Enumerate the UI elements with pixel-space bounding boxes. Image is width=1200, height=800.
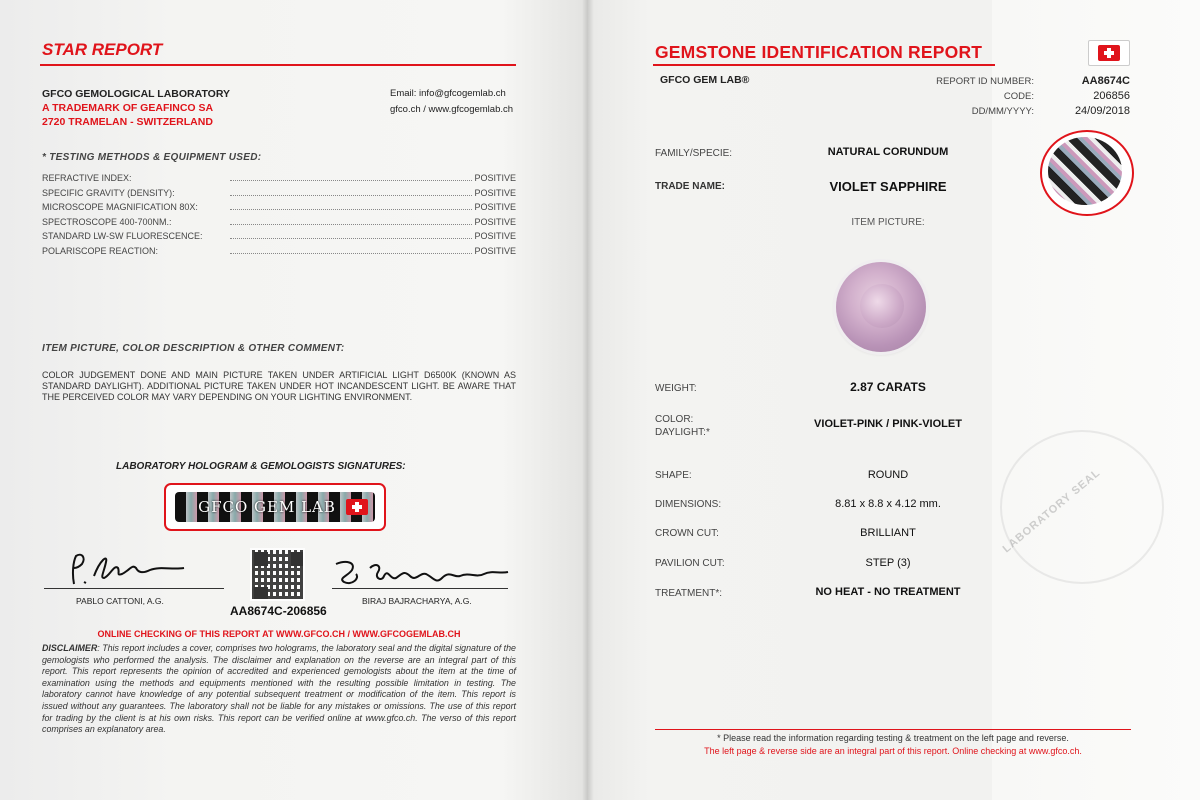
signature-line bbox=[44, 588, 224, 589]
test-label: SPECIFIC GRAVITY (DENSITY): bbox=[42, 188, 175, 198]
title-rule bbox=[40, 64, 516, 66]
test-row bbox=[42, 188, 516, 203]
test-label: REFRACTIVE INDEX: bbox=[42, 173, 132, 183]
report-code: AA8674C-206856 bbox=[230, 604, 327, 618]
signature-line bbox=[332, 588, 508, 589]
test-label: STANDARD LW-SW FLUORESCENCE: bbox=[42, 231, 203, 241]
hologram-sticker bbox=[164, 483, 386, 531]
signature-cattoni bbox=[60, 550, 195, 590]
family-value: NATURAL CORUNDUM bbox=[827, 146, 949, 158]
daylight-label: DAYLIGHT:* bbox=[655, 427, 710, 438]
star-report-title: STAR REPORT bbox=[42, 40, 163, 59]
book-spine bbox=[582, 0, 594, 800]
code-value: 206856 bbox=[1093, 90, 1130, 102]
test-row bbox=[42, 202, 516, 217]
hologram-label: GFCO GEM LAB bbox=[198, 498, 336, 516]
item-description: COLOR JUDGEMENT DONE AND MAIN PICTURE TAKEN UNDER ARTIFICIAL LIGHT D6500K (KNOWN AS STANDARD DAYLIGHT). ADDITIONAL PICTURE TAKEN UNDER HOT INCANDESCENT LIGHT. BE AWARE THAT THE PERCEIVED COLOR MAY VARY DEPENDING ON YOUR LIGHTING ENVIRONMENT. bbox=[42, 370, 516, 402]
treatment-label: TREATMENT*: bbox=[655, 588, 723, 599]
crown-value: BRILLIANT bbox=[860, 527, 916, 539]
dimensions-label: DIMENSIONS: bbox=[655, 499, 722, 510]
gemstone-table bbox=[860, 284, 904, 328]
test-row bbox=[42, 246, 516, 261]
lab-address: 2720 TRAMELAN - SWITZERLAND bbox=[42, 116, 213, 128]
code-label: CODE: bbox=[1003, 91, 1034, 102]
online-check-note: ONLINE CHECKING OF THIS REPORT AT WWW.GFCO.CH / WWW.GFCOGEMLAB.CH bbox=[97, 629, 461, 639]
footer-note: * Please read the information regarding testing & treatment on the left page and reverse. bbox=[717, 733, 1069, 743]
trade-value: VIOLET SAPPHIRE bbox=[829, 179, 947, 194]
security-seal-hologram bbox=[1040, 130, 1134, 216]
family-label: FAMILY/SPECIE: bbox=[655, 148, 733, 159]
disclaimer bbox=[42, 643, 516, 736]
seal-pattern bbox=[1048, 137, 1122, 205]
lab-short-name: GFCO GEM LAB® bbox=[660, 74, 750, 86]
date-label: DD/MM/YYYY: bbox=[971, 106, 1034, 117]
testing-heading: * TESTING METHODS & EQUIPMENT USED: bbox=[42, 152, 262, 163]
test-label: MICROSCOPE MAGNIFICATION 80X: bbox=[42, 202, 198, 212]
test-row bbox=[42, 231, 516, 246]
disclaimer-label: DISCLAIMER bbox=[42, 643, 98, 653]
test-row bbox=[42, 217, 516, 232]
color-label: COLOR: bbox=[655, 414, 694, 425]
report-id-label: REPORT ID NUMBER: bbox=[936, 76, 1034, 87]
test-value: POSITIVE bbox=[474, 231, 516, 241]
item-picture-label: ITEM PICTURE: bbox=[851, 217, 925, 228]
pavilion-label: PAVILION CUT: bbox=[655, 558, 725, 569]
trade-label: TRADE NAME: bbox=[655, 181, 725, 192]
dimensions-value: 8.81 x 8.8 x 4.12 mm. bbox=[835, 498, 941, 510]
date-value: 24/09/2018 bbox=[1074, 105, 1130, 117]
test-value: POSITIVE bbox=[474, 246, 516, 256]
signature-bajracharya bbox=[330, 556, 520, 596]
treatment-value: NO HEAT - NO TREATMENT bbox=[815, 586, 961, 598]
report-id-value: AA8674C bbox=[1081, 75, 1130, 87]
shape-value: ROUND bbox=[867, 469, 909, 481]
hologram-heading: LABORATORY HOLOGRAM & GEMOLOGISTS SIGNATURES: bbox=[116, 461, 406, 472]
swiss-flag-icon bbox=[346, 499, 368, 515]
laboratory-seal-text: LABORATORY SEAL bbox=[1000, 466, 1103, 556]
lab-name: GFCO GEMOLOGICAL LABORATORY bbox=[42, 88, 231, 100]
weight-label: WEIGHT: bbox=[655, 383, 697, 394]
item-heading: ITEM PICTURE, COLOR DESCRIPTION & OTHER COMMENT: bbox=[42, 343, 345, 354]
gemstone-photo bbox=[836, 262, 926, 352]
disclaimer-text: : This report includes a cover, comprises two holograms, the laboratory seal and the digital signature of the gemologists who performed the analysis. The disclaimer and explanation on the reverse are an integral part of this report. This report represents the opinion of accredited and experienced gemologists about the item at the time of examination using the methods and equipments mentioned with the resulting possible limitation in testing. The laboratory cannot have knowledge of any potential subsequent treatment or modification of the item. This report is issued without any guarantees. The laboratory shall not be liable for any mistakes or omissions. The use of this report for trading by the client is at his own risks. This report can be verified online at www.gfco.ch. The verso of this report comprises an explanatory area. bbox=[42, 643, 516, 735]
crown-label: CROWN CUT: bbox=[655, 528, 719, 539]
hologram-pattern bbox=[175, 492, 375, 522]
lab-email: Email: info@gfcogemlab.ch bbox=[390, 88, 506, 99]
test-label: POLARISCOPE REACTION: bbox=[42, 246, 159, 256]
test-value: POSITIVE bbox=[474, 188, 516, 198]
signer-name-2: BIRAJ BAJRACHARYA, A.G. bbox=[362, 596, 472, 606]
lab-websites: gfco.ch / www.gfcogemlab.ch bbox=[390, 104, 514, 115]
title-rule bbox=[653, 64, 995, 66]
report-title: GEMSTONE IDENTIFICATION REPORT bbox=[655, 42, 983, 62]
test-row bbox=[42, 173, 516, 188]
lab-trademark: A TRADEMARK OF GEAFINCO SA bbox=[42, 102, 214, 114]
right-page-strip bbox=[992, 0, 1200, 800]
test-value: POSITIVE bbox=[474, 173, 516, 183]
swiss-flag-icon bbox=[1098, 45, 1120, 61]
laboratory-seal-emboss bbox=[1000, 430, 1164, 584]
pavilion-value: STEP (3) bbox=[865, 557, 911, 569]
test-value: POSITIVE bbox=[474, 202, 516, 212]
weight-value: 2.87 CARATS bbox=[850, 380, 926, 394]
test-value: POSITIVE bbox=[474, 217, 516, 227]
signer-name-1: PABLO CATTONI, A.G. bbox=[76, 596, 164, 606]
color-value: VIOLET-PINK / PINK-VIOLET bbox=[814, 418, 962, 430]
test-label: SPECTROSCOPE 400-700NM.: bbox=[42, 217, 172, 227]
footer-rule bbox=[655, 729, 1131, 730]
footer-integral-note: The left page & reverse side are an integral part of this report. Online checking at www.gfco.ch. bbox=[704, 746, 1082, 756]
swiss-flag-badge bbox=[1088, 40, 1130, 66]
qr-code bbox=[250, 548, 305, 601]
shape-label: SHAPE: bbox=[655, 470, 692, 481]
